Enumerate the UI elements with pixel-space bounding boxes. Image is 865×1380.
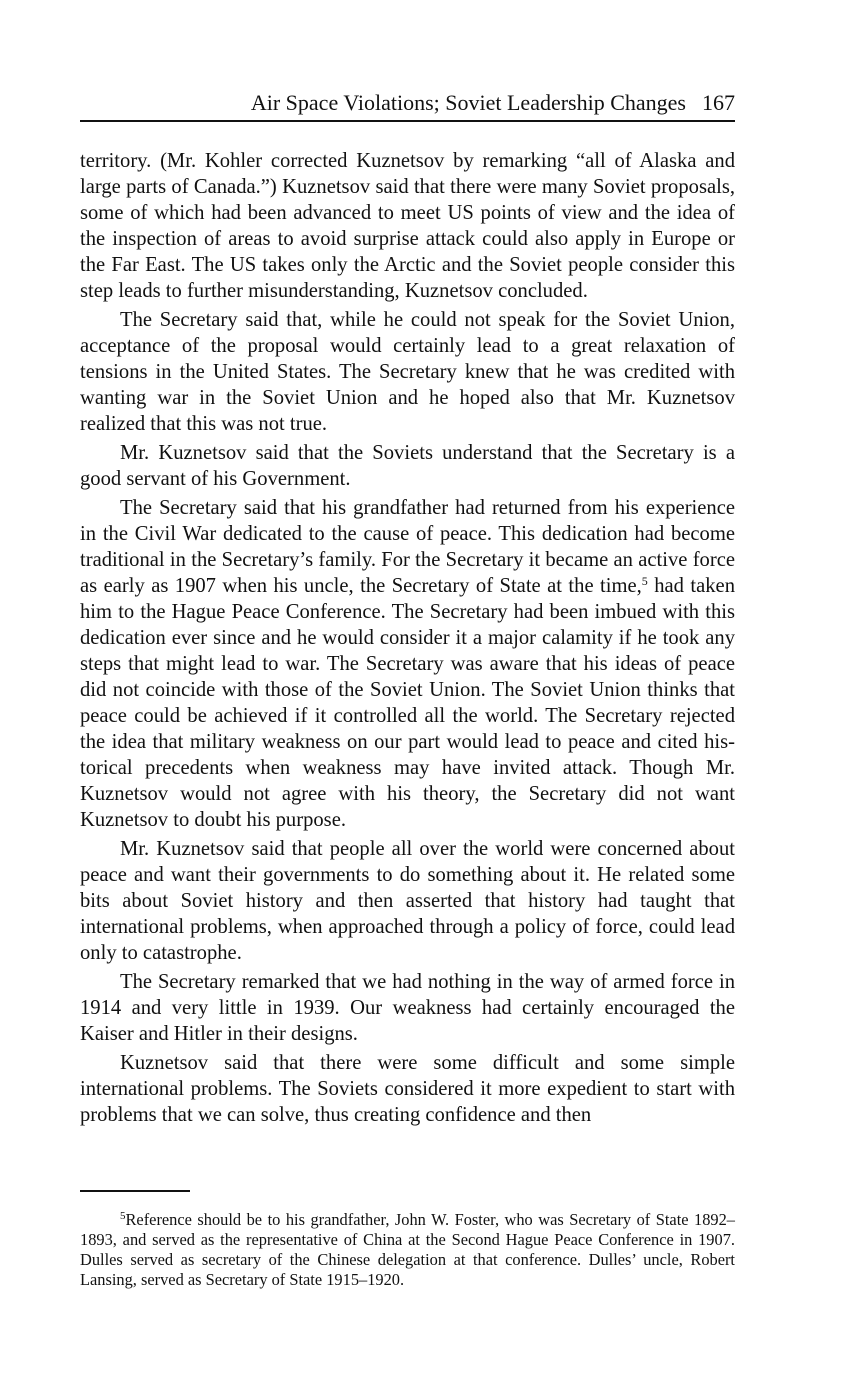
- footnote-marker: 5: [120, 1210, 126, 1222]
- paragraph-1: territory. (Mr. Kohler corrected Kuznetsov by remarking “all of Alaska and large parts of Canada.”) Kuznetsov said that there were many Soviet proposals, some of which had been advanced to meet US points of view and the idea of the inspection of areas to avoid surprise attack could also apply in Europe or the Far East. The US takes only the Arctic and the Soviet people consider this step leads to further misunderstanding, Kuznetsov concluded.: [80, 150, 735, 302]
- paragraph-7: Kuznetsov said that there were some difficult and some simple international problems. The Soviets considered it more expedient to start with problems that we can solve, thus creating confidence and then: [80, 1052, 735, 1126]
- paragraph-4-part-1: The Secretary said that his grandfather had returned from his experience in the Civil War dedicated to the cause of peace. This dedication had become traditional in the Secretary’s family. For the Secretary it became an active force as early as 1907 when his uncle, the Secretary of State at the time,: [80, 497, 735, 597]
- body-text: [80, 148, 735, 1128]
- paragraph-2: The Secretary said that, while he could not speak for the Soviet Union, acceptance of the proposal would certainly lead to a great relaxation of tensions in the United States. The Secretary knew that he was credited with wanting war in the Soviet Union and he hoped also that Mr. Kuznetsov realized that this was not true.: [80, 309, 735, 435]
- paragraph-5: Mr. Kuznetsov said that people all over the world were concerned about peace and want their governments to do something about it. He related some bits about Soviet history and then asserted that history had taught that international problems, when approached through a policy of force, could lead only to catastrophe.: [80, 838, 735, 964]
- running-header: [80, 88, 735, 122]
- paragraph-4: [80, 495, 735, 833]
- running-head-title: Air Space Violations; Soviet Leadership Changes: [250, 90, 686, 115]
- footnote-rule: [80, 1190, 190, 1192]
- footnote-reference: 5: [641, 574, 648, 588]
- paragraph-3: Mr. Kuznetsov said that the Soviets understand that the Secretary is a good servant of his Government.: [80, 442, 735, 490]
- page-number: 167: [702, 90, 735, 115]
- paragraph-4-part-2: had taken him to the Hague Peace Conference. The Secretary had been imbued with this dedication ever since and he would consider it a major calamity if he took any steps that might lead to war. The Secretary was aware that his ideas of peace did not coincide with those of the Soviet Union. The Soviet Union thinks that peace could be achieved if it controlled all the world. The Secretary rejected the idea that military weakness on our part would lead to peace and cited historical precedents when weakness may have invited attack. Though Mr. Kuznetsov would not agree with his theory, the Secretary did not want Kuznetsov to doubt his purpose.: [80, 575, 735, 831]
- footnote: [80, 1210, 735, 1290]
- paragraph-6: The Secretary remarked that we had nothing in the way of armed force in 1914 and very little in 1939. Our weakness had certainly encouraged the Kaiser and Hitler in their designs.: [80, 971, 735, 1045]
- page: [80, 88, 735, 1131]
- footnote-text: Reference should be to his grandfather, John W. Foster, who was Secretary of State 1892–1893, and served as the representative of China at the Second Hague Peace Conference in 1907. Dulles served as secretary of the Chinese delegation at that conference. Dulles’ uncle, Robert Lansing, served as Secretary of State 1915–1920.: [80, 1210, 735, 1289]
